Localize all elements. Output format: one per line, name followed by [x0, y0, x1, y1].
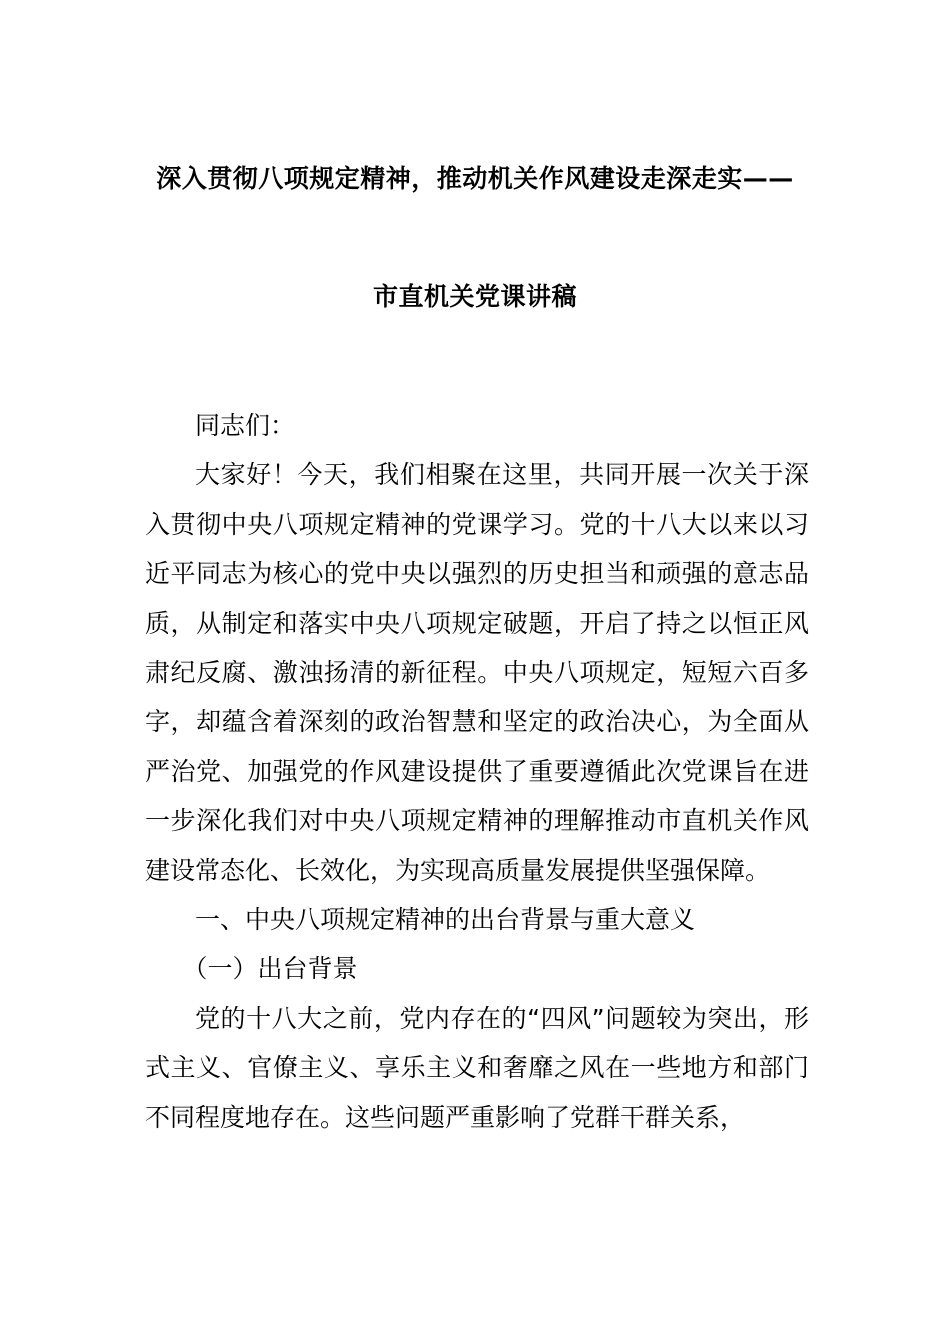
salutation: 同志们： — [195, 411, 296, 440]
document-title-line-1: 深入贯彻八项规定精神，推动机关作风建设走深走实—— — [156, 164, 794, 193]
paragraph-background: 党的十八大之前，党内存在的“四风”问题较为突出，形式主义、官僚主义、享乐主义和奢靡之风在一些地方和部门不同程度地存在。这些问题严重影响了党群干群关系， — [145, 1003, 809, 1132]
section-heading-1: 一、中央八项规定精神的出台背景与重大意义 — [195, 905, 696, 935]
subsection-heading-1: （一）出台背景 — [182, 954, 358, 984]
document-title-line-2: 市直机关党课讲稿 — [372, 282, 577, 311]
document-body — [145, 401, 809, 1142]
paragraph-intro: 大家好！今天，我们相聚在这里，共同开展一次关于深入贯彻中央八项规定精神的党课学习。党的十八大以来以习近平同志为核心的党中央以强烈的历史担当和顽强的意志品质，从制定和落实中央八项规定破题，开启了持之以恒正风肃纪反腐、激浊扬清的新征程。中央八项规定，短短六百多字，却蕴含着深刻的政治智慧和坚定的政治决心，为全面从严治党、加强党的作风建设提供了重要遵循此次党课旨在进一步深化我们对中央八项规定精神的理解推动市直机关作风建设常态化、长效化，为实现高质量发展提供坚强保障。 — [145, 460, 809, 885]
